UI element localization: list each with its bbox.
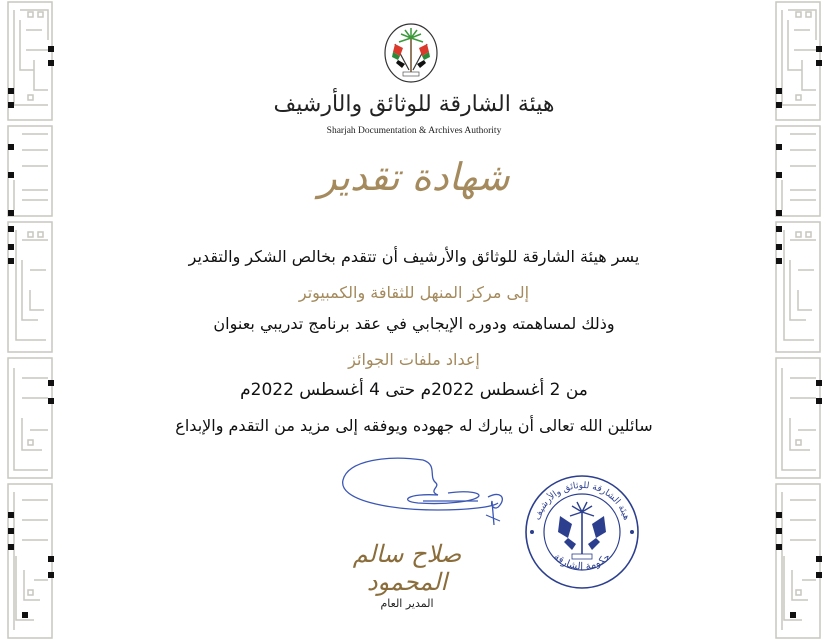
body-line-wishes: سائلين الله تعالى أن يبارك له جهوده ويوفقه إلى مزيد من التقدم والإبداع <box>175 416 653 435</box>
decorative-border-right <box>772 0 824 640</box>
organization-name-arabic: هيئة الشارقة للوثائق والأرشيف <box>273 92 555 117</box>
recipient-name: إلى مركز المنهل للثقافة والكمبيوتر <box>298 283 530 302</box>
decorative-border-left <box>4 0 56 640</box>
certificate-body <box>60 0 768 640</box>
signatory-title: المدير العام <box>380 597 434 610</box>
body-line-thanks: يسر هيئة الشارقة للوثائق والأرشيف أن تتقدم بخالص الشكر والتقدير <box>188 247 640 266</box>
organization-name-english: Sharjah Documentation & Archives Authority <box>326 126 502 136</box>
program-dates: من 2 أغسطس 2022م حتى 4 أغسطس 2022م <box>240 380 588 400</box>
certificate-title: شهادة تقدير <box>318 155 510 199</box>
kufic-pattern-icon <box>4 0 56 640</box>
signatory-name: صلاح سالم المحمود <box>352 540 462 596</box>
program-title: إعداد ملفات الجوائز <box>348 350 480 369</box>
official-seal-icon <box>522 472 642 592</box>
kufic-pattern-icon <box>772 0 824 640</box>
svg-text:هيئة الشارقة للوثائق والأرشيف: هيئة الشارقة للوثائق والأرشيف <box>532 480 632 522</box>
body-line-contribution: وذلك لمساهمته ودوره الإيجابي في عقد برنامج تدريبي بعنوان <box>213 314 615 333</box>
signature-icon <box>328 455 508 535</box>
emblem-logo-icon <box>383 22 439 84</box>
svg-text:حكومة الشارقة: حكومة الشارقة <box>551 551 613 573</box>
